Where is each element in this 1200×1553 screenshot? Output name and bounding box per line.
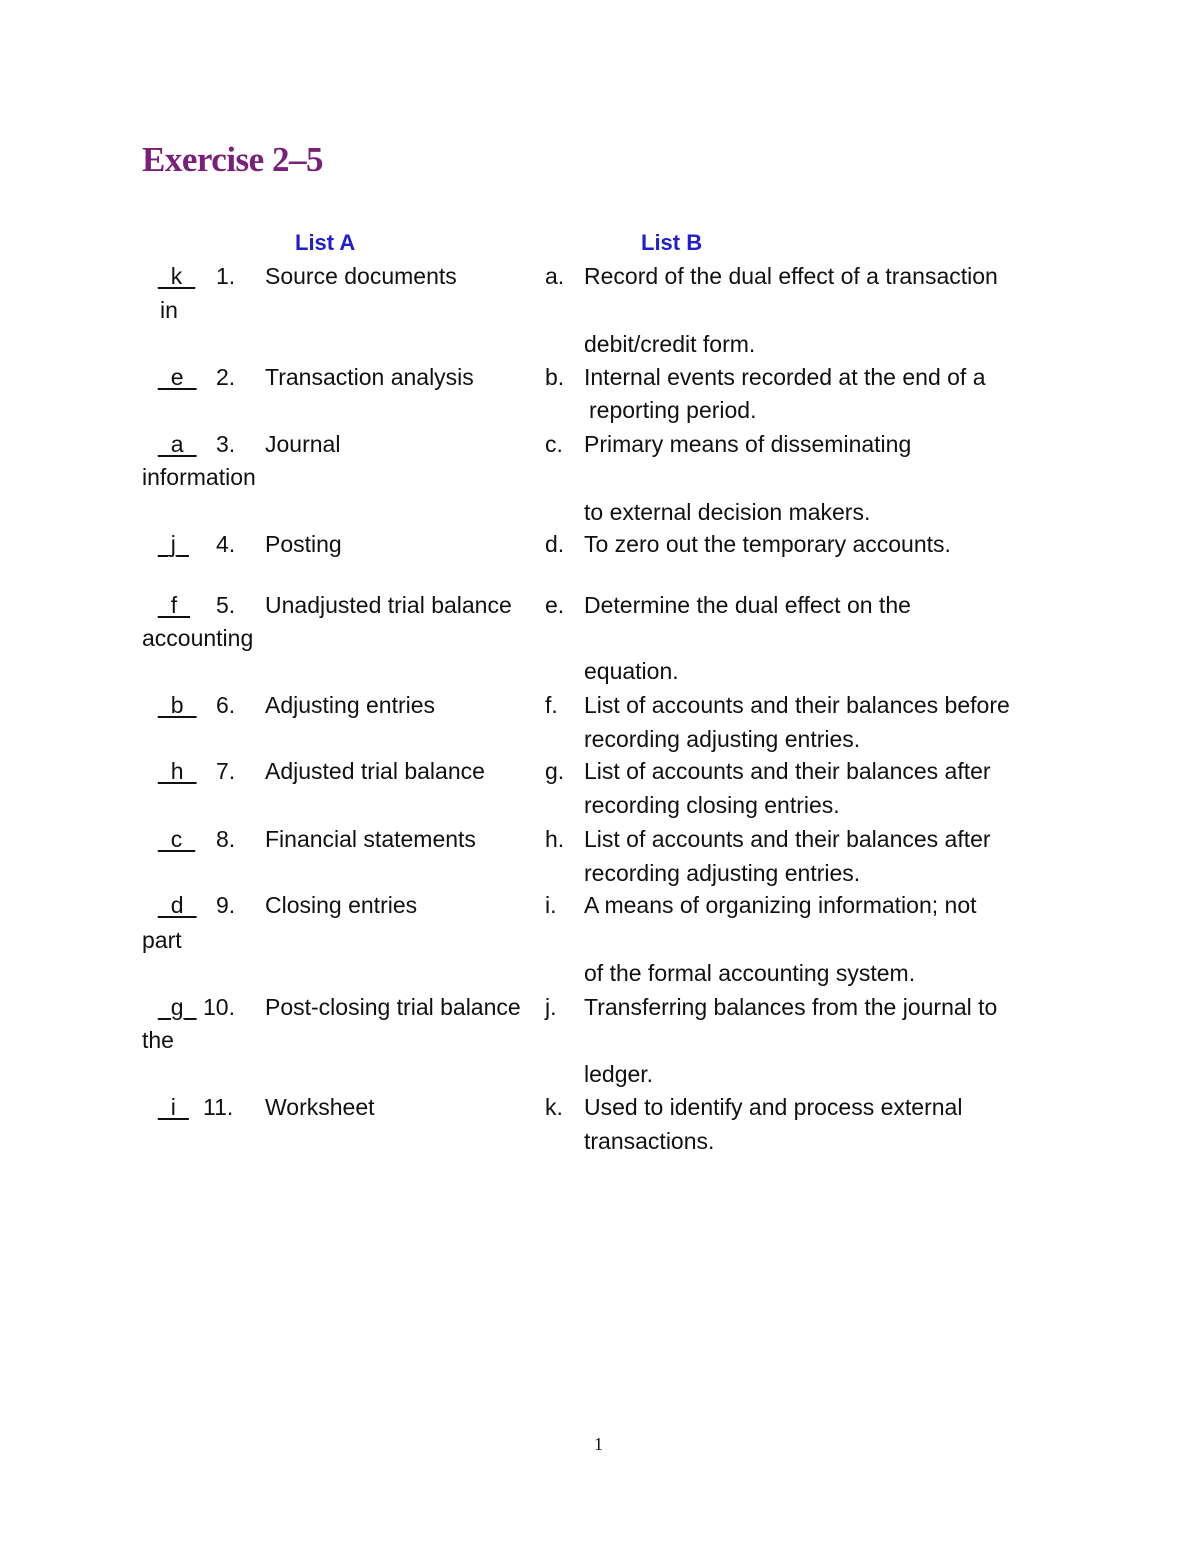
answer-blank: _e_ [158, 364, 197, 390]
list-b-definition: Primary means of disseminating [584, 431, 912, 457]
list-b-letter: f. [545, 692, 558, 718]
list-a-header: List A [295, 230, 356, 255]
answer-blank: _i_ [158, 1094, 189, 1120]
list-b-definition: To zero out the temporary accounts. [584, 531, 951, 557]
wrapped-word: part [142, 927, 182, 953]
list-b-definition: Determine the dual effect on the [584, 592, 911, 618]
list-b-letter: j. [545, 994, 557, 1020]
list-b-definition: List of accounts and their balances after [584, 826, 991, 852]
list-b-definition-continued: debit/credit form. [584, 331, 756, 357]
answer-blank: _h_ [158, 758, 197, 784]
wrapped-word: in [160, 297, 178, 323]
list-b-definition: A means of organizing information; not [584, 892, 977, 918]
list-b-letter: d. [545, 531, 565, 557]
list-a-term: Journal [265, 431, 341, 457]
list-b-letter: g. [545, 758, 565, 784]
page-title: Exercise 2–5 [142, 140, 323, 179]
list-b-definition-continued: ledger. [584, 1061, 654, 1087]
answer-blank: _d_ [158, 892, 197, 918]
answer-blank: _k_ [158, 263, 196, 289]
item-number: 4. [216, 531, 236, 557]
list-a-term: Adjusted trial balance [265, 758, 485, 784]
list-b-definition-continued: recording adjusting entries. [584, 860, 861, 886]
list-b-definition: Transferring balances from the journal to [584, 994, 998, 1020]
list-b-definition-continued: reporting period. [589, 397, 757, 423]
answer-blank: _b_ [158, 692, 197, 718]
item-number: 3. [216, 431, 236, 457]
answer-blank: _j_ [158, 531, 189, 557]
list-a-term: Post-closing trial balance [265, 994, 521, 1020]
list-a-term: Worksheet [265, 1094, 375, 1120]
wrapped-word: information [142, 464, 256, 490]
list-b-definition: Used to identify and process external [584, 1094, 963, 1120]
list-a-term: Unadjusted trial balance [265, 592, 512, 618]
list-b-definition-continued: of the formal accounting system. [584, 960, 916, 986]
list-b-letter: a. [545, 263, 565, 289]
list-b-letter: c. [545, 431, 563, 457]
list-b-definition: Internal events recorded at the end of a [584, 364, 986, 390]
answer-blank: _c_ [158, 826, 196, 852]
list-b-letter: e. [545, 592, 565, 618]
list-b-definition: List of accounts and their balances after [584, 758, 991, 784]
list-b-letter: b. [545, 364, 565, 390]
item-number: 7. [216, 758, 236, 784]
list-a-term: Posting [265, 531, 342, 557]
list-b-letter: i. [545, 892, 557, 918]
item-number: 11. [203, 1094, 234, 1120]
answer-blank: _g_ [158, 994, 197, 1020]
item-number: 1. [216, 263, 236, 289]
item-number: 9. [216, 892, 236, 918]
list-a-term: Transaction analysis [265, 364, 474, 390]
list-a-term: Financial statements [265, 826, 476, 852]
item-number: 6. [216, 692, 236, 718]
list-b-definition-continued: recording closing entries. [584, 792, 840, 818]
list-b-header: List B [641, 230, 703, 255]
list-b-letter: k. [545, 1094, 563, 1120]
wrapped-word: accounting [142, 625, 254, 651]
item-number: 5. [216, 592, 236, 618]
list-a-term: Source documents [265, 263, 457, 289]
page-number: 1 [594, 1434, 603, 1454]
list-b-definition-continued: transactions. [584, 1128, 715, 1154]
list-b-letter: h. [545, 826, 565, 852]
list-a-term: Closing entries [265, 892, 418, 918]
list-b-definition-continued: to external decision makers. [584, 499, 871, 525]
list-b-definition-continued: equation. [584, 658, 679, 684]
list-b-definition-continued: recording adjusting entries. [584, 726, 861, 752]
list-b-definition: Record of the dual effect of a transaction [584, 263, 998, 289]
answer-blank: _a_ [158, 431, 197, 457]
wrapped-word: the [142, 1027, 174, 1053]
item-number: 10. [203, 994, 235, 1020]
list-a-term: Adjusting entries [265, 692, 436, 718]
item-number: 2. [216, 364, 236, 390]
item-number: 8. [216, 826, 236, 852]
answer-blank: _f_ [158, 592, 190, 618]
list-b-definition: List of accounts and their balances before [584, 692, 1010, 718]
